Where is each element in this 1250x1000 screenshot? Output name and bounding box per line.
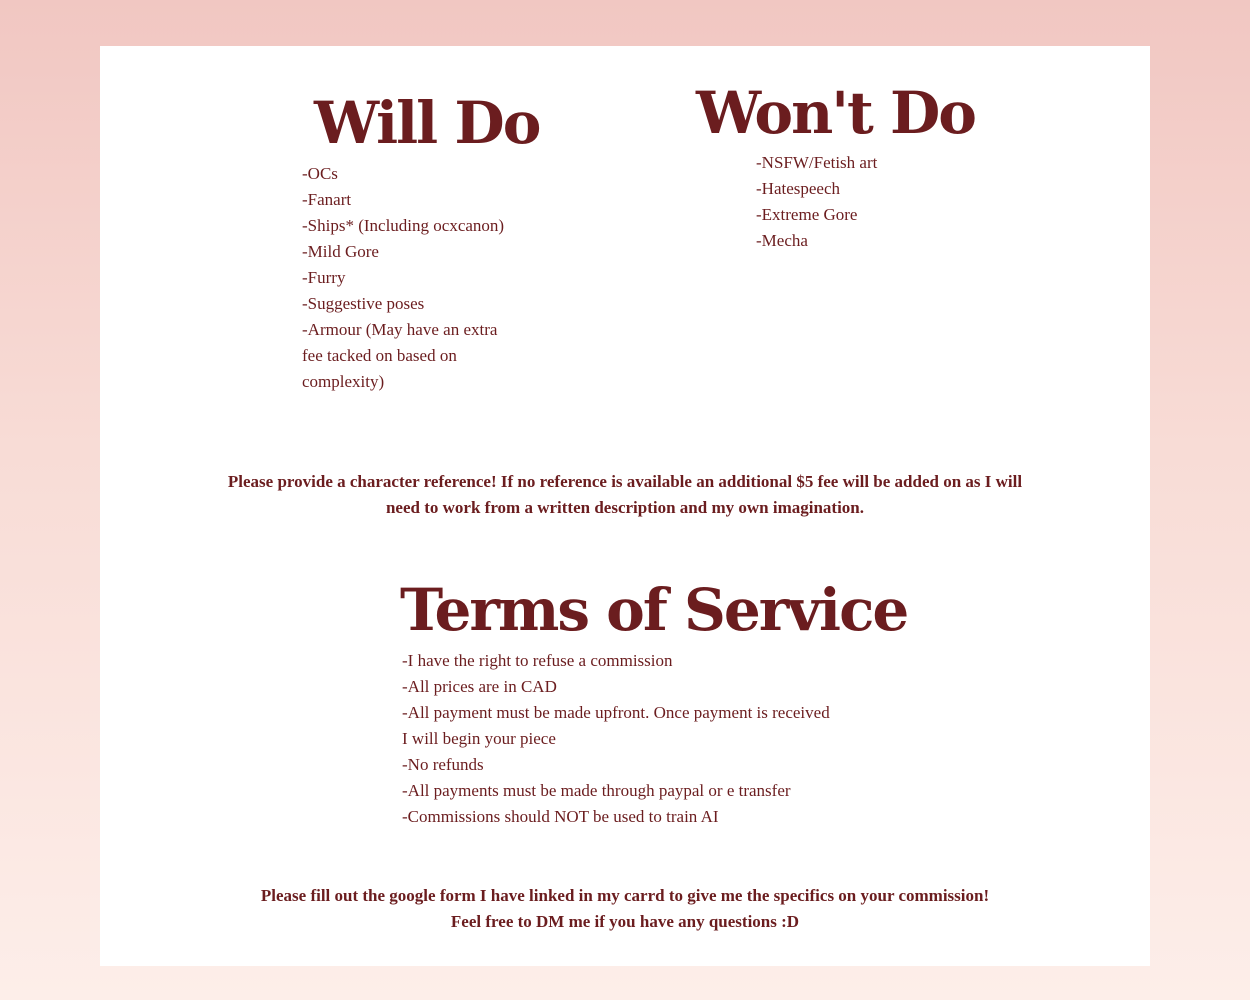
list-item: -Mild Gore — [302, 242, 379, 261]
reference-note — [200, 469, 1050, 521]
wont-do-heading: Won't Do — [696, 79, 975, 147]
list-item: -Mecha — [756, 231, 808, 250]
will-do-heading: Will Do — [314, 89, 540, 157]
list-item: -All payment must be made upfront. Once payment is received I will begin your piece — [402, 703, 830, 748]
footer-note — [200, 883, 1050, 935]
terms-of-service-heading: Terms of Service — [400, 576, 908, 644]
list-item: -NSFW/Fetish art — [756, 153, 878, 172]
footer-note-line: Feel free to DM me if you have any questions :D — [450, 912, 800, 931]
list-item: -Hatespeech — [756, 179, 841, 198]
content-card — [100, 46, 1150, 966]
list-item: -Ships* (Including ocxcanon) — [302, 216, 505, 235]
list-item: -Furry — [302, 268, 346, 287]
reference-note-line: Please provide a character reference! If no reference is available an additional $5 fee will be added on as I will — [227, 472, 1023, 491]
list-item: -Suggestive poses — [302, 294, 425, 313]
list-item: -Extreme Gore — [756, 205, 858, 224]
list-item: -All prices are in CAD — [402, 677, 557, 696]
wont-do-list — [756, 150, 1016, 254]
will-do-list — [302, 161, 522, 395]
terms-of-service-list — [402, 648, 832, 830]
list-item: -OCs — [302, 164, 338, 183]
list-item: -Armour (May have an extra fee tacked on based on complexity) — [302, 320, 498, 391]
list-item: -All payments must be made through paypal or e transfer — [402, 781, 791, 800]
list-item: -I have the right to refuse a commission — [402, 651, 673, 670]
list-item: -Fanart — [302, 190, 352, 209]
list-item: -Commissions should NOT be used to train AI — [402, 807, 719, 826]
footer-note-line: Please fill out the google form I have linked in my carrd to give me the specifics on your commission! — [260, 886, 990, 905]
reference-note-line: need to work from a written description and my own imagination. — [385, 498, 865, 517]
list-item: -No refunds — [402, 755, 484, 774]
